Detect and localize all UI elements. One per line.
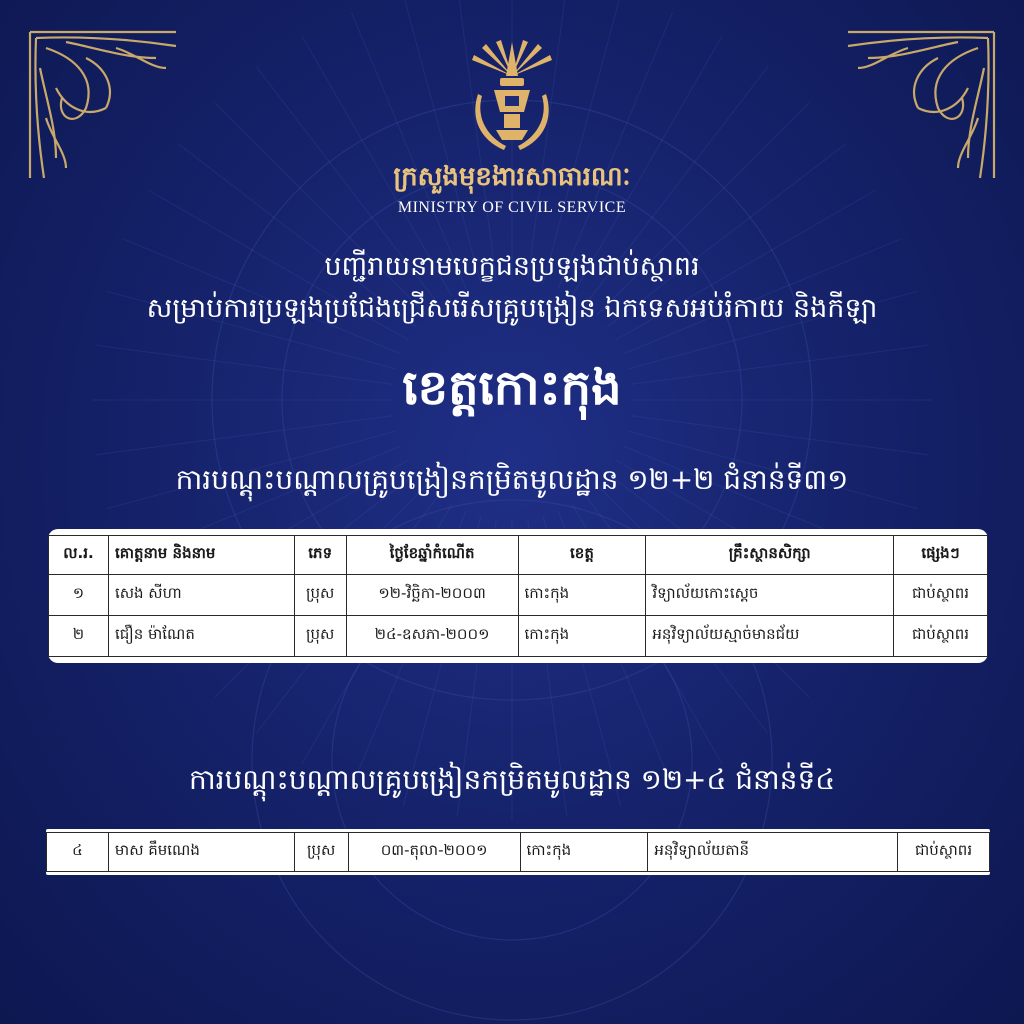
cell-number: ៤	[47, 833, 109, 872]
cell-remark: ជាប់ស្ថាពរ	[894, 575, 988, 616]
cell-name: ជឿន ម៉ាណែត	[108, 616, 294, 657]
ministry-emblem-icon	[462, 36, 562, 160]
column-header: ផ្សេងៗ	[894, 536, 988, 575]
column-header: ថ្ងៃខែឆ្នាំកំណើត	[346, 536, 518, 575]
ministry-name-english: MINISTRY OF CIVIL SERVICE	[397, 199, 627, 216]
results-table-1	[48, 535, 988, 657]
cell-gender: ប្រុស	[294, 833, 348, 872]
cell-name: មាស គឹមណេង	[108, 833, 294, 872]
cell-birthdate: ១២-វិច្ឆិកា-២០០៣	[346, 575, 518, 616]
province-title: ខេត្តកោះកុង	[402, 360, 622, 416]
results-table-2	[46, 832, 990, 872]
cell-remark: ជាប់ស្ថាពរ	[894, 616, 988, 657]
column-header: គ្រឹះស្ថានសិក្សា	[646, 536, 894, 575]
cell-province: កោះកុង	[518, 616, 646, 657]
cell-birthdate: ២៤-ឧសភា-២០០១	[346, 616, 518, 657]
page-title-line1: បញ្ជីរាយនាមបេក្ខជនប្រឡងជាប់ស្ថាពរ	[324, 251, 700, 282]
cell-school: វិទ្យាល័យកោះស្តេច	[646, 575, 894, 616]
cell-remark: ជាប់ស្ថាពរ	[898, 833, 990, 872]
section1-title: ការបណ្តុះបណ្តាលគ្រូបង្រៀនកម្រិតមូលដ្ឋាន ១២+២ ជំនាន់ទី៣១	[175, 463, 849, 496]
results-table-card-2	[46, 829, 990, 875]
table-row	[47, 833, 990, 872]
column-header: គោត្តនាម និងនាម	[108, 536, 294, 575]
cell-school: អនុវិទ្យាល័យតានី	[648, 833, 898, 872]
cell-birthdate: ០៣-តុលា-២០០១	[348, 833, 520, 872]
cell-gender: ប្រុស	[294, 575, 346, 616]
cell-school: អនុវិទ្យាល័យស្មាច់មានជ័យ	[646, 616, 894, 657]
cell-gender: ប្រុស	[294, 616, 346, 657]
table-header-row	[49, 536, 988, 575]
section2-title: ការបណ្តុះបណ្តាលគ្រូបង្រៀនកម្រិតមូលដ្ឋាន ១២+៤ ជំនាន់ទី៤	[188, 763, 836, 796]
cell-number: ២	[49, 616, 109, 657]
column-header: ខេត្ត	[518, 536, 646, 575]
cell-name: សេង សីហា	[108, 575, 294, 616]
column-header: ភេទ	[294, 536, 346, 575]
cell-province: កោះកុង	[518, 575, 646, 616]
ministry-name-khmer: ក្រសួងមុខងារសាធារណៈ	[393, 162, 631, 192]
results-table-card-1	[48, 529, 988, 663]
page-title-line2: សម្រាប់ការប្រឡងប្រជែងជ្រើសរើសគ្រូបង្រៀន ឯកទេសអប់រំកាយ និងកីឡា	[146, 293, 878, 324]
table-row	[49, 616, 988, 657]
cell-province: កោះកុង	[520, 833, 648, 872]
cell-number: ១	[49, 575, 109, 616]
table-row	[49, 575, 988, 616]
column-header: ល.រ.	[49, 536, 109, 575]
